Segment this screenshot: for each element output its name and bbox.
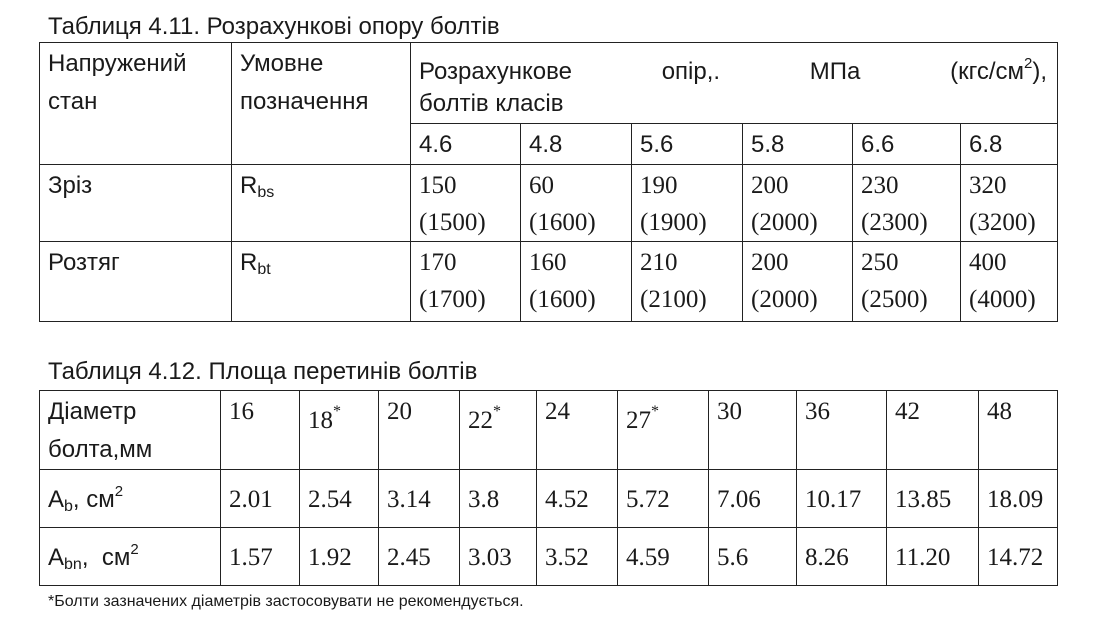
header-word-3: МПа [809,58,861,85]
area-value: 2.01 [229,485,273,513]
header-word-4 [950,55,1048,85]
area-value: 4.52 [545,485,589,513]
header-design-resistance [411,43,1058,124]
area-value: 2.45 [387,543,431,571]
header-stress-state-label: Напружений стан [48,50,187,115]
header-word-2: опір,. [661,58,721,85]
bolt-class-cell [853,124,961,165]
value-cell: 160 (1600) [529,249,596,313]
area-label: $A_b$, $см^2$ [48,483,124,515]
header-unit-text: (кгс/см [950,58,1025,85]
table-row-shear [40,165,1058,242]
header-unit-sup: 2 [1024,55,1033,72]
area-value: 5.6 [717,543,749,571]
diameter-cell: 16 [229,398,254,425]
not-recommended-mark: * [651,403,659,420]
table-4-12-caption: Таблиця 4.12. Площа перетинів болтів [48,358,478,385]
bolt-class-label: 6.8 [969,131,1003,158]
diameter-cell: 42 [895,398,920,425]
table-4-11-caption: Таблиця 4.11. Розрахункові опору болтів [48,13,500,40]
stress-state-label: Зріз [48,172,93,199]
header-word-1: Розрахункове [419,58,572,85]
value-cell: 320 (3200) [969,172,1036,236]
symbol-base: R [240,172,258,199]
value-cell: 200 (2000) [751,249,818,313]
header-design-resistance-line1 [411,43,1057,91]
area-value: 18.09 [987,485,1044,513]
area-value: 3.52 [545,543,589,571]
bolt-class-label: 5.8 [751,131,785,158]
diameter-cell: 20 [387,398,412,425]
diameter-header-label: Діаметр болта,мм [48,398,153,463]
bolt-class-label: 6.6 [861,131,895,158]
diameter-cell: 48 [987,398,1012,425]
diameter-row [40,391,1058,470]
not-recommended-mark: * [493,403,501,420]
bolt-class-label: 4.8 [529,131,563,158]
area-value: 7.06 [717,485,761,513]
area-value: 14.72 [987,543,1044,571]
header-symbol [232,43,411,165]
value-cell: 150 (1500) [419,172,486,236]
symbol-base: R [240,249,258,276]
footnote: *Болти зазначених діаметрів застосовувати не рекомендується. [48,593,524,610]
area-value: 3.03 [468,543,512,571]
value-cell: 190 (1900) [640,172,707,236]
value-cell: 230 (2300) [861,172,928,236]
diameter-cell: 18* [308,403,341,434]
area-value: 10.17 [805,485,862,513]
bolt-class-label: 5.6 [640,131,674,158]
diameter-cell: 27* [626,403,659,434]
diameter-cell: 22* [468,403,501,434]
area-value: 1.57 [229,543,273,571]
header-row [40,43,1058,124]
bolt-class-cell [961,124,1058,165]
symbol-label [232,165,410,212]
table-row-area-ab [40,470,1058,528]
area-value: 3.8 [468,485,500,513]
area-value: 2.54 [308,485,352,513]
bolt-class-label: 4.6 [419,131,453,158]
header-unit-tail: ), [1032,58,1048,85]
stress-state-label: Розтяг [48,249,120,276]
bolt-design-resistance-table [39,42,1058,322]
bolt-class-cell [632,124,743,165]
diameter-cell: 36 [805,398,830,425]
value-cell: 60 (1600) [529,172,596,236]
area-value: 5.72 [626,485,670,513]
bolt-class-cell [521,124,632,165]
value-cell: 200 (2000) [751,172,818,236]
symbol-subscript: bt [257,261,271,278]
value-cell: 400 (4000) [969,249,1036,313]
area-value: 3.14 [387,485,431,513]
area-value: 1.92 [308,543,352,571]
area-value: 11.20 [895,543,951,571]
value-cell: 250 (2500) [861,249,928,313]
bolt-class-cell [743,124,853,165]
bolt-cross-section-area-table [39,390,1058,586]
symbol-subscript: bs [257,184,275,201]
header-symbol-label: Умовне позначення [240,50,369,115]
table-row-tension [40,242,1058,322]
area-value: 8.26 [805,543,849,571]
diameter-cell: 24 [545,398,570,425]
symbol-label [232,242,410,289]
table-row-area-abn [40,528,1058,586]
not-recommended-mark: * [333,403,341,420]
bolt-class-cell [411,124,521,165]
area-value: 4.59 [626,543,670,571]
value-cell: 210 (2100) [640,249,707,313]
diameter-cell: 30 [717,398,742,425]
header-stress-state [40,43,232,165]
area-value: 13.85 [895,485,952,513]
value-cell: 170 (1700) [419,249,486,313]
area-label: $A_{bn}$, $см^2$ [48,541,139,573]
header-design-resistance-line2: болтів класів [419,90,564,117]
